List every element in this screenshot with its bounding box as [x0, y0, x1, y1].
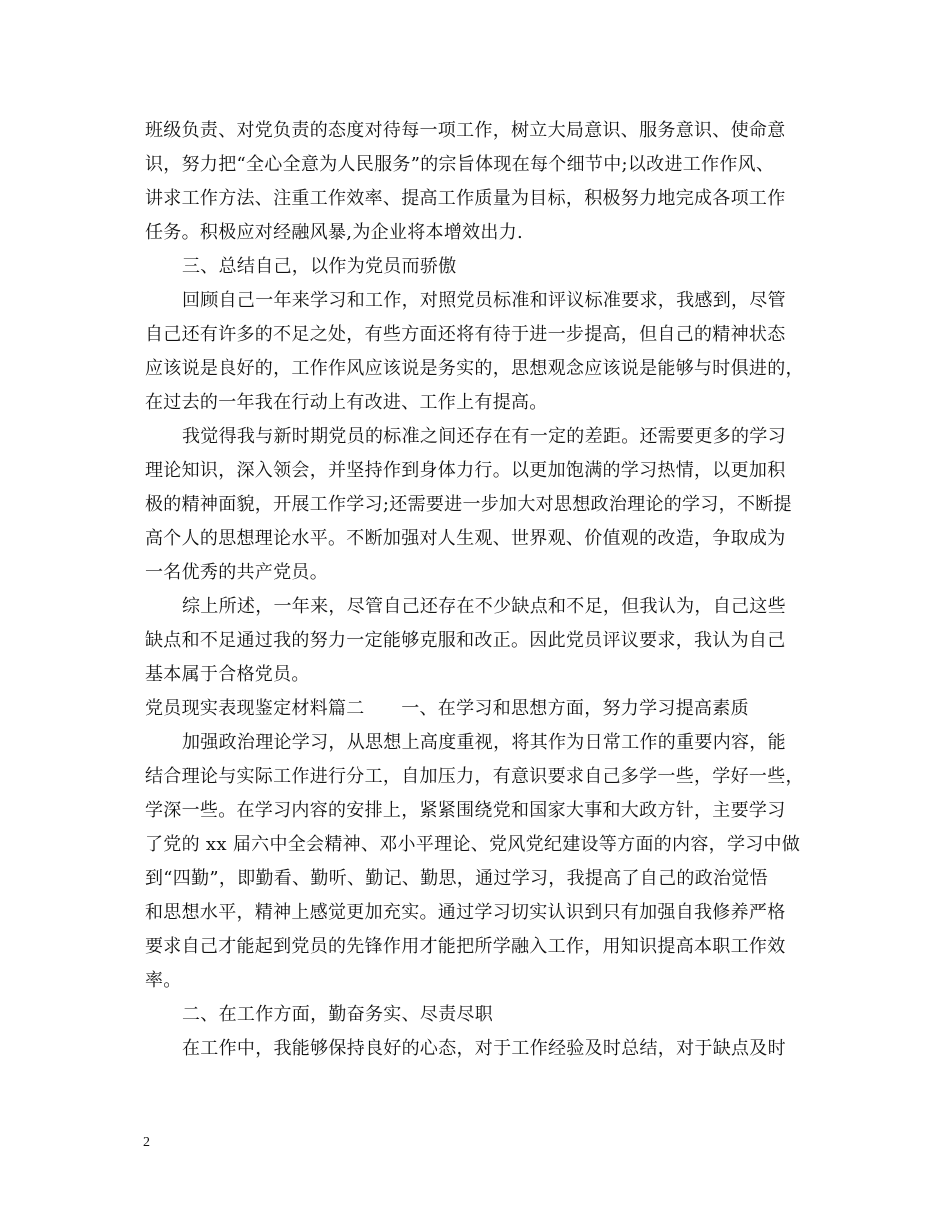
- text-line: 和思想水平，精神上感觉更加充实。通过学习切实认识到只有加强自我修养严格: [145, 902, 786, 923]
- text-line: 到“四勤”，即勤看、勤听、勤记、勤思，通过学习，我提高了自己的政治觉悟: [145, 868, 768, 889]
- text-line: 自己还有许多的不足之处，有些方面还将有待于进一步提高，但自己的精神状态: [145, 324, 786, 345]
- text-line: 了党的 xx 届六中全会精神、邓小平理论、党风党纪建设等方面的内容，学习中做: [145, 834, 801, 855]
- text-line: 缺点和不足通过我的努力一定能够克服和改正。因此党员评议要求，我认为自己: [145, 630, 786, 651]
- text-line: 学深一些。在学习内容的安排上，紧紧围绕党和国家大事和大政方针，主要学习: [145, 800, 786, 821]
- text-line: 结合理论与实际工作进行分工，自加压力，有意识要求自己多学一些，学好一些，: [145, 766, 804, 787]
- section-heading: 党员现实表现鉴定材料篇二 一、在学习和思想方面，努力学习提高素质: [145, 698, 749, 719]
- text-line: 我觉得我与新时期党员的标准之间还存在有一定的差距。还需要更多的学习: [182, 426, 786, 447]
- text-line: 任务。积极应对经融风暴,为企业将本增效出力.: [145, 222, 524, 243]
- page-number: 2: [143, 1135, 150, 1150]
- text-line: 综上所述，一年来，尽管自己还存在不少缺点和不足，但我认为，自己这些: [182, 596, 786, 617]
- text-line: 回顾自己一年来学习和工作，对照党员标准和评议标准要求，我感到，尽管: [182, 290, 786, 311]
- text-line: 应该说是良好的，工作作风应该说是务实的，思想观念应该说是能够与时俱进的，: [145, 358, 804, 379]
- section-heading: 二、在工作方面，勤奋务实、尽责尽职: [182, 1004, 494, 1025]
- text-line: 在工作中，我能够保持良好的心态，对于工作经验及时总结，对于缺点及时: [182, 1038, 786, 1059]
- text-line: 基本属于合格党员。: [145, 664, 310, 685]
- text-line: 加强政治理论学习，从思想上高度重视，将其作为日常工作的重要内容，能: [182, 732, 786, 753]
- text-line: 理论知识，深入领会，并坚持作到身体力行。以更加饱满的学习热情，以更加积: [145, 460, 786, 481]
- text-line: 一名优秀的共产党员。: [145, 562, 328, 583]
- section-heading: 三、总结自己，以作为党员而骄傲: [182, 256, 457, 277]
- text-line: 要求自己才能起到党员的先锋作用才能把所学融入工作，用知识提高本职工作效: [145, 936, 786, 957]
- text-line: 率。: [145, 970, 182, 991]
- text-line: 识，努力把“全心全意为人民服务”的宗旨体现在每个细节中;以改进工作作风、: [145, 154, 775, 175]
- text-line: 高个人的思想理论水平。不断加强对人生观、世界观、价值观的改造，争取成为: [145, 528, 786, 549]
- document-body: [145, 114, 810, 1066]
- text-line: 班级负责、对党负责的态度对待每一项工作，树立大局意识、服务意识、使命意: [145, 120, 786, 141]
- text-line: 在过去的一年我在行动上有改进、工作上有提高。: [145, 392, 548, 413]
- text-line: 讲求工作方法、注重工作效率、提高工作质量为目标，积极努力地完成各项工作: [145, 188, 786, 209]
- text-line: 极的精神面貌，开展工作学习;还需要进一步加大对思想政治理论的学习，不断提: [145, 494, 792, 515]
